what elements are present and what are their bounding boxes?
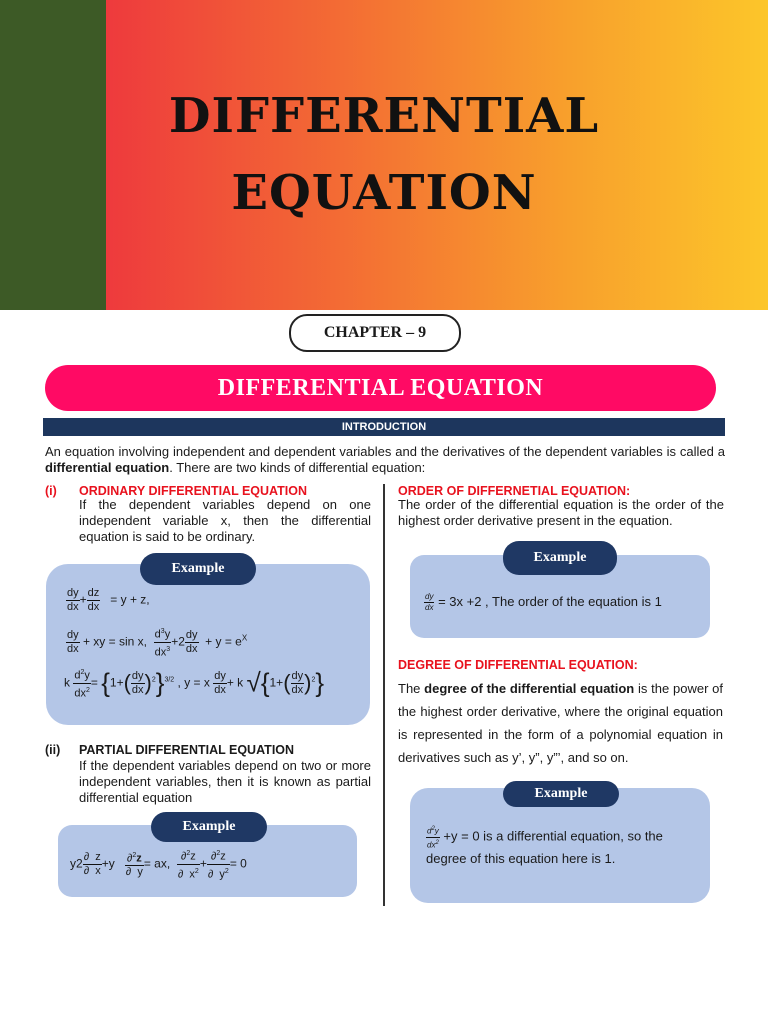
degree-heading: DEGREE OF DIFFERENTIAL EQUATION: — [398, 658, 638, 672]
ode-example-label: Example — [140, 553, 256, 585]
pde-heading: PARTIAL DIFFERENTIAL EQUATION — [79, 743, 295, 757]
page-title-line1: DIFFERENTIAL — [168, 88, 600, 144]
intro-heading: INTRODUCTION — [43, 418, 725, 436]
order-heading: ORDER OF DIFFERNETIAL EQUATION: — [398, 484, 631, 498]
ode-number: (i) — [45, 484, 57, 498]
title-banner — [106, 0, 768, 310]
order-body: The order of the differential equation is the order of the highest order derivative present in the equation. — [398, 497, 724, 528]
order-example-label: Example — [503, 541, 617, 575]
ode-example-equation-1: $\frac{dy}{dx}$ + $\frac{dz}{dx}$ = y + z, — [67, 587, 150, 613]
ode-example-equation-3: k $\frac{d^2y}{dx^2}$ = {1+( $\frac{dy}{dx}$ )$^2$}$^{3/2}$ , y = x $\frac{dy}{dx}$ + k √{1+( $\frac{dy}{dx}$ )$^2$} — [64, 667, 325, 700]
intro-paragraph: An equation involving independent and dependent variables and the derivatives of the dependent variables is called a differential equation. There are two kinds of differential equation: — [45, 444, 725, 475]
pde-example-label: Example — [151, 812, 267, 842]
ode-body: If the dependent variables depend on one independent variable x, then the differential equation is said to be ordinary. — [79, 497, 371, 544]
pde-example-equation: y2 $\frac{\partial z}{\partial x}$ +y $\frac{\partial^2z}{\partial y}$ = ax, $\frac{\partial^2z}{\partial x^2}$ + $\frac{\partial^2z}{\partial y^2}$ = 0 — [70, 847, 247, 881]
chapter-label: CHAPTER – 9 — [289, 314, 461, 352]
degree-body: The degree of the differential equation is the power of the highest order derivative, where the original equation is represented in the form of a polynomial equation in derivatives such as y’, y”, y”’, and so on. — [398, 681, 724, 765]
ode-heading: ORDINARY DIFFERENTIAL EQUATION — [79, 484, 308, 498]
degree-example-label: Example — [503, 781, 619, 807]
pde-body: If the dependent variables depend on two or more independent variables, then it is known as partial differential equation — [79, 758, 371, 805]
degree-example-text-2: degree of this equation here is 1. — [426, 851, 616, 866]
section-banner: DIFFERENTIAL EQUATION — [45, 365, 716, 411]
ode-example-equation-2: $\frac{dy}{dx}$ + xy = sin x, $\frac{d^3y}{dx^3}$ +2 $\frac{dy}{dx}$ + $y = e^X$ — [66, 625, 247, 659]
green-sidebar-block — [0, 0, 106, 310]
page-title-line2: EQUATION — [231, 165, 537, 221]
pde-number: (ii) — [45, 743, 61, 757]
order-example-equation: $\frac{dy}{dx}$ = 3x +2 , The order of the equation is 1 — [425, 592, 662, 612]
column-divider — [383, 484, 385, 906]
degree-example-equation: $\frac{d^2y}{dx^2}$ +y = 0 is a differential equation, so the — [427, 826, 663, 850]
